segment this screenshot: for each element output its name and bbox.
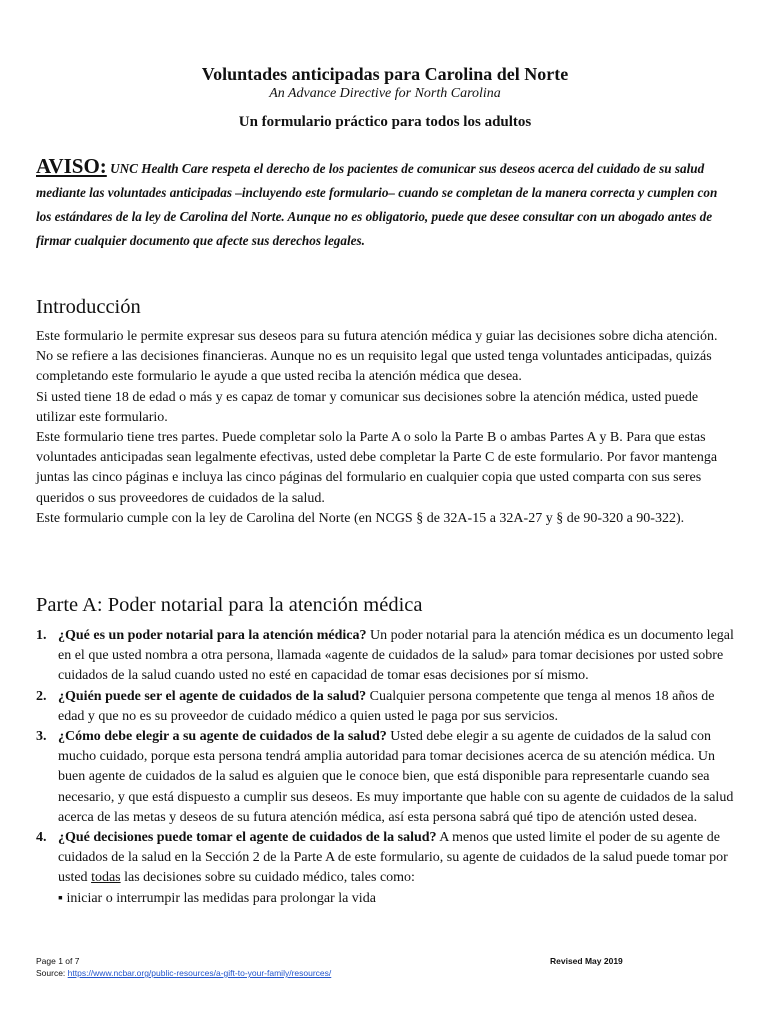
document-title: Voluntades anticipadas para Carolina del Norte: [201, 64, 569, 84]
item-answer: A menos que usted limite el poder de su agente de cuidados de la salud en la Sección 2 de la Parte A de este formulario, su agente de cuidados de la salud puede tomar por usted: [58, 830, 728, 886]
part-a-heading: Parte A: Poder notarial para la atención médica: [36, 594, 423, 616]
item-answer: Un poder notarial para la atención médica es un documento legal en el que usted nombra a otra persona, llamada «agente de cuidados de la salud» para tomar decisiones por usted sobre cuidados de la salud cuando usted no esté en capacidad de tomar esas decisiones por sí mismo.: [58, 628, 734, 684]
intro-paragraph: Si usted tiene 18 de edad o más y es capaz de tomar y comunicar sus decisiones sobre la atención médica, usted puede utilizar este formulario.: [36, 389, 699, 425]
source-line: [36, 967, 636, 979]
source-link[interactable]: https://www.ncbar.org/public-resources/a-gift-to-your-family/resources/: [67, 968, 332, 978]
list-item: [36, 687, 738, 727]
list-item: [36, 828, 738, 909]
item-number: 2.: [36, 688, 47, 704]
intro-section: [36, 327, 736, 529]
page-footer: [36, 955, 636, 979]
item-question: ¿Qué es un poder notarial para la atención médica?: [58, 628, 367, 643]
bullet-item: ▪ iniciar o interrumpir las medidas para prolongar la vida: [58, 890, 376, 906]
underlined-word: todas: [91, 870, 121, 886]
notice-text: UNC Health Care respeta el derecho de los pacientes de comunicar sus deseos acerca del cuidado de su salud mediante las voluntades anticipadas –incluyendo este formulario– cuando se completan de la manera correcta y cumplen con los estándares de la ley de Carolina del Norte. Aunque no es obligatorio, puede que desee consultar con un abogado antes de firmar cualquier documento que afecte sus derechos legales.: [36, 161, 718, 248]
part-a-question-list: [36, 626, 738, 909]
item-question: ¿Cómo debe elegir a su agente de cuidados de la salud?: [58, 729, 387, 745]
intro-paragraph: Este formulario tiene tres partes. Puede completar solo la Parte A o solo la Parte B o ambas Partes A y B. Para que estas voluntades anticipadas sean legalmente efectivas, usted debe completar la Parte C de este formulario. Por favor mantenga juntas las cinco páginas e incluya las cinco páginas del formulario en cualquier copia que usted comparta con sus seres queridos o sus proveedores de cuidados de la salud.: [36, 430, 718, 506]
list-item: [36, 727, 738, 828]
item-question: ¿Quién puede ser el agente de cuidados de la salud?: [58, 688, 367, 704]
page-number: Page 1 of 7: [36, 956, 80, 966]
intro-heading: Introducción: [36, 296, 141, 318]
intro-paragraph: Este formulario cumple con la ley de Carolina del Norte (en NCGS § de 32A-15 a 32A-27 y § de 90-320 a 90-322).: [36, 510, 685, 526]
document-tagline: Un formulario práctico para todos los adultos: [238, 114, 532, 130]
item-number: 1.: [36, 628, 47, 643]
source-label: Source:: [36, 968, 68, 978]
item-answer-continued: las decisiones sobre su cuidado médico, tales como:: [120, 870, 415, 886]
list-item: [36, 626, 738, 687]
intro-paragraph: Este formulario le permite expresar sus deseos para su futura atención médica y guiar las decisiones sobre dicha atención. No se refiere a las decisiones financieras. Aunque no es un requisito legal que usted tenga voluntades anticipadas, quizás completando este formulario le ayude a que usted reciba la atención médica que desea.: [36, 329, 718, 385]
item-number: 3.: [36, 729, 47, 745]
item-question: ¿Qué decisiones puede tomar el agente de cuidados de la salud?: [58, 830, 437, 846]
revision-date: Revised May 2019: [550, 956, 623, 966]
notice-label: AVISO:: [36, 154, 107, 178]
item-number: 4.: [36, 830, 47, 846]
document-subtitle: An Advance Directive for North Carolina: [269, 86, 501, 101]
notice-paragraph: [36, 154, 736, 253]
item-answer: Cualquier persona competente que tenga al menos 18 años de edad y que no es su proveedor de cuidado médico a quien usted le paga por sus servicios.: [58, 688, 715, 724]
item-answer: Usted debe elegir a su agente de cuidados de la salud con mucho cuidado, porque esta persona tendrá amplia autoridad para tomar decisiones acerca de su atención médica. Un buen agente de cuidados de la salud es alguien que le conoce bien, que está disponible para representarle cuando sea necesario, y que está dispuesto a cumplir sus deseos. Es muy importante que hable con su agente de cuidados de la salud acerca de las metas y deseos de su futura atención médica, así esta persona sabrá qué tipo de atención usted desea.: [58, 729, 734, 825]
